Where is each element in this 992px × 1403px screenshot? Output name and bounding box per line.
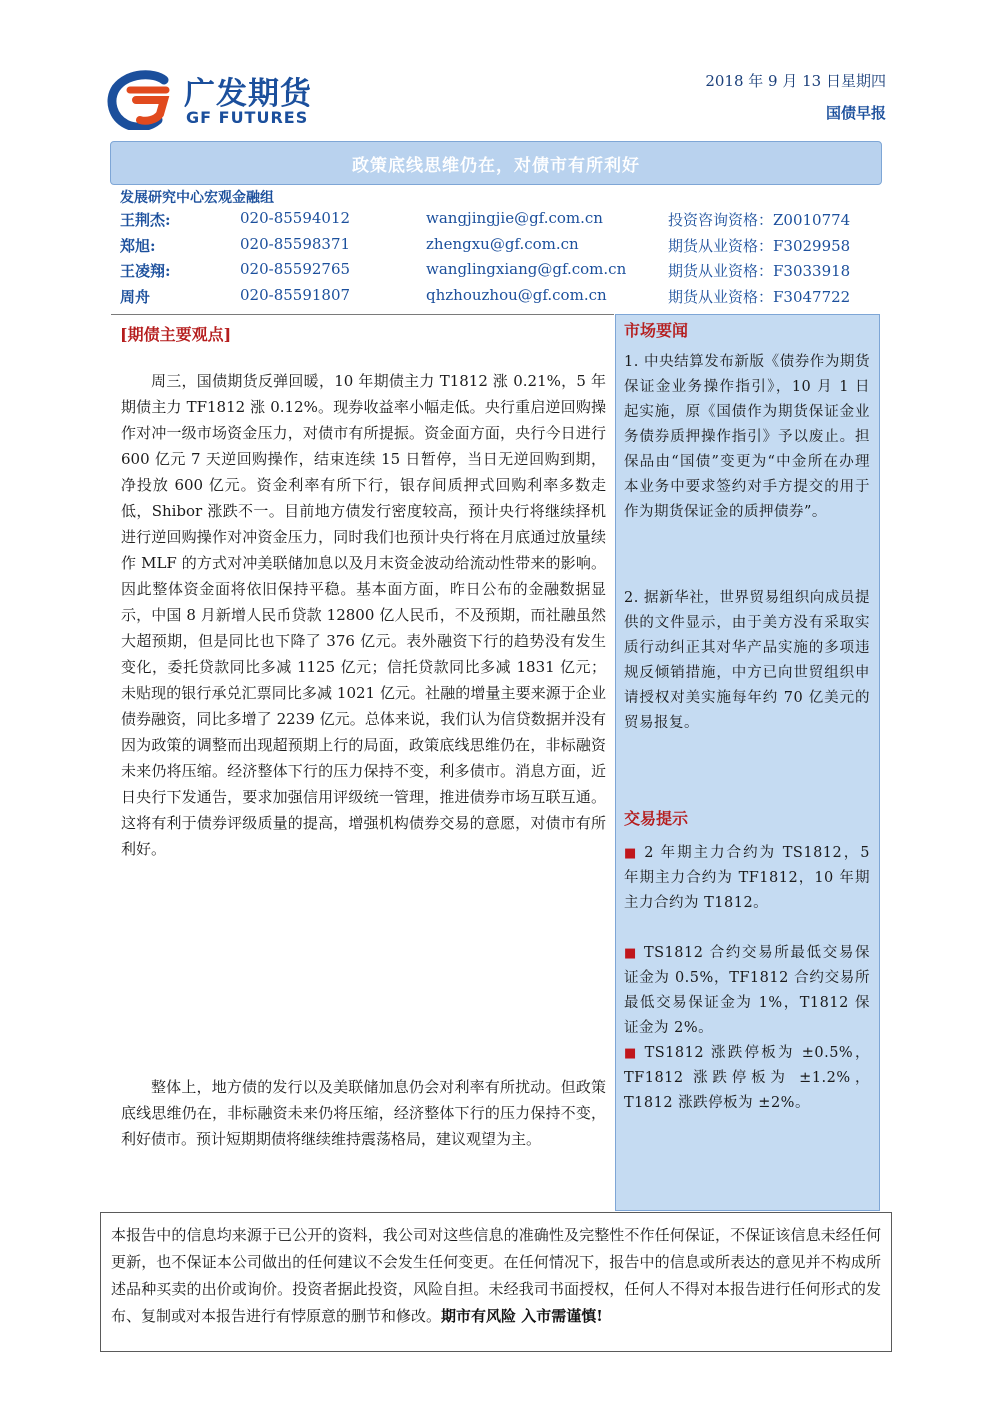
analyst-phone: 020-85598371 [240, 235, 351, 253]
tips-section-title: 交易提示 [624, 809, 689, 828]
analyst-name: 周舟 [120, 288, 151, 306]
analyst-email[interactable]: qhzhouzhou@gf.com.cn [426, 286, 607, 304]
report-date: 2018 年 9 月 13 日星期四 [705, 72, 886, 90]
bullet-square-icon: ■ [624, 846, 639, 861]
report-type: 国债早报 [825, 104, 886, 122]
news-section-title: 市场要闻 [624, 321, 689, 340]
main-section-title: [期债主要观点] [120, 325, 232, 344]
analyst-row [120, 209, 880, 233]
analyst-row [120, 260, 880, 284]
report-title: 政策底线思维仍在，对债市有所利好 [352, 155, 640, 176]
risk-warning: 期市有风险 入市需谨慎! [441, 1307, 603, 1325]
analyst-email[interactable]: wangjingjie@gf.com.cn [426, 209, 603, 227]
news-item: 2. 据新华社，世界贸易组织向成员提供的文件显示，由于美方没有采取实质行动纠正其对华产品实施的多项违规反倾销措施，中方已向世贸组织申请授权对美实施每年约 70 亿美元的贸易报复。 [624, 590, 870, 731]
department: 发展研究中心宏观金融组 [120, 190, 274, 206]
bullet-square-icon: ■ [624, 946, 638, 961]
main-paragraph: 整体上，地方债的发行以及美联储加息仍会对利率有所扰动。但政策底线思维仍在，非标融资未来仍将压缩，经济整体下行的压力保持不变，利好债市。预计短期期债将继续维持震荡格局，建议观望为主。 [121, 1078, 606, 1148]
analyst-row [120, 235, 880, 259]
analyst-qualification: 期货从业资格：F3029958 [668, 237, 851, 255]
analyst-qualification: 期货从业资格：F3047722 [668, 288, 851, 306]
brand-logo [106, 66, 356, 130]
disclaimer-box [100, 1212, 892, 1352]
news-item: 1. 中央结算发布新版《债券作为期货保证金业务操作指引》，10 月 1 日起实施，原《国债作为期货保证金业务债券质押操作指引》予以废止。担保品由“国债”变更为“中金所在办理本业务中要求签约对手方提交的用于作为期货保证金的质押债券”。 [624, 354, 870, 520]
brand-name-cn: 广发期货 [184, 76, 312, 112]
analyst-email[interactable]: zhengxu@gf.com.cn [426, 235, 579, 253]
tip-text: TS1812 涨跌停板为 ±0.5%，TF1812 涨跌停板为 ±1.2%，T1812 涨跌停板为 ±2%。 [624, 1045, 870, 1111]
analyst-name: 王荆杰: [120, 211, 171, 229]
analyst-name: 郑旭: [120, 237, 156, 255]
tip-item [624, 941, 870, 1041]
brand-name-en: GF FUTURES [186, 108, 309, 127]
analyst-phone: 020-85594012 [240, 209, 351, 227]
tip-item [624, 1041, 870, 1116]
analyst-phone: 020-85592765 [240, 260, 351, 278]
analyst-email[interactable]: wanglingxiang@gf.com.cn [426, 260, 627, 278]
analyst-name: 王凌翔: [120, 262, 171, 280]
disclaimer-text: 本报告中的信息均来源于已公开的资料，我公司对这些信息的准确性及完整性不作任何保证，不保证该信息未经任何更新，也不保证本公司做出的任何建议不会发生任何变更。在任何情况下，报告中的信息或所表达的意见并不构成所述品种买卖的出价或询价。投资者据此投资，风险自担。未经我司书面授权，任何人不得对本报告进行任何形式的发布、复制或对本报告进行有悖原意的删节和修改。 [111, 1226, 881, 1325]
tip-text: TS1812 合约交易所最低交易保证金为 0.5%，TF1812 合约交易所最低交易保证金为 1%，T1812 保证金为 2%。 [624, 945, 870, 1036]
tip-text: 2 年期主力合约为 TS1812，5 年期主力合约为 TF1812，10 年期主力合约为 T1812。 [624, 845, 870, 911]
analyst-qualification: 投资咨询资格：Z0010774 [668, 211, 851, 229]
analyst-phone: 020-85591807 [240, 286, 351, 304]
main-paragraph: 周三，国债期货反弹回暖，10 年期债主力 T1812 涨 0.21%，5 年期债主力 TF1812 涨 0.12%。现券收益率小幅走低。央行重启逆回购操作对冲一级市场资金压力，对债市有所提振。资金面方面，央行今日进行 600 亿元 7 天逆回购操作，结束连续 15 日暂停，当日无逆回购到期，净投放 600 亿元。资金利率有所下行，银存间质押式回购利率多数走低，Shibor 涨跌不一。目前地方债发行密度较高，预计央行将继续择机进行逆回购操作对冲资金压力，同时我们也预计央行将在月底通过放量续作 MLF 的方式对冲美联储加息以及月末资金波动给流动性带来的影响。因此整体资金面将依旧保持平稳。基本面方面，昨日公布的金融数据显示，中国 8 月新增人民币贷款 12800 亿人民币，不及预期，而社融虽然大超预期，但是同比也下降了 376 亿元。表外融资下行的趋势没有发生变化，委托贷款同比多减 1125 亿元；信托贷款同比多减 1831 亿元；未贴现的银行承兑汇票同比多减 1021 亿元。社融的增量主要来源于企业债券融资，同比多增了 2239 亿元。总体来说，我们认为信贷数据并没有因为政策的调整而出现超预期上行的局面，政策底线思维仍在，非标融资未来仍将压缩。经济整体下行的压力保持不变，利多债市。消息方面，近日央行下发通告，要求加强信用评级统一管理，推进债券市场互联互通。这将有利于债券评级质量的提高，增强机构债券交易的意愿，对债市有所利好。 [121, 372, 606, 858]
analyst-row [120, 286, 880, 310]
title-bar [110, 141, 882, 185]
analyst-qualification: 期货从业资格：F3033918 [668, 262, 851, 280]
tip-item [624, 841, 870, 916]
bullet-square-icon: ■ [624, 1046, 639, 1061]
gf-logo-icon [106, 70, 178, 130]
